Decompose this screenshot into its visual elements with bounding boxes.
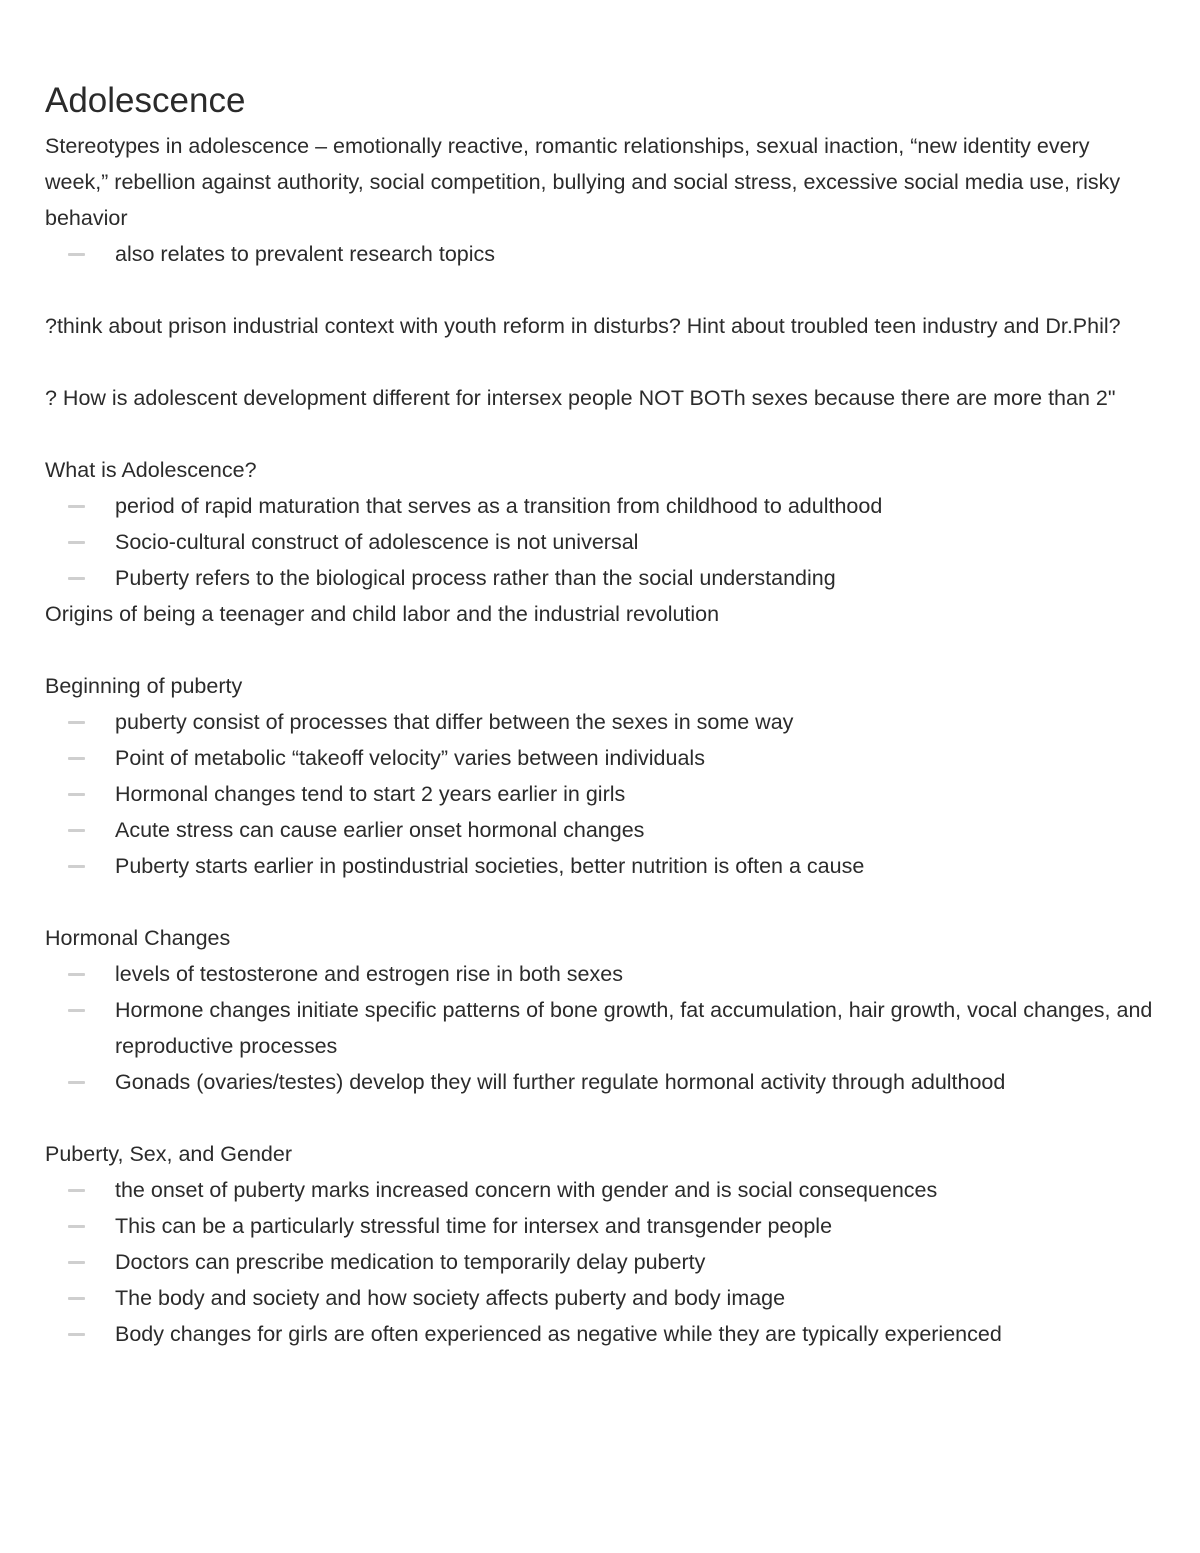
list-item-text: Body changes for girls are often experienced as negative while they are typically experienced (115, 1322, 1002, 1346)
question-paragraph: ? How is adolescent development different for intersex people NOT BOTh sexes because there are more than 2" (45, 386, 1116, 410)
list-item-text: Puberty refers to the biological process rather than the social understanding (115, 566, 836, 590)
dash-bullet-icon (68, 1261, 85, 1264)
dash-bullet-icon (68, 541, 85, 544)
page-title: Adolescence (45, 81, 246, 120)
dash-bullet-icon (68, 1225, 85, 1228)
spacer (45, 344, 1155, 380)
dash-bullet-icon (68, 1009, 85, 1012)
section-heading-what-is: What is Adolescence? (45, 458, 257, 482)
list-item (45, 560, 1155, 596)
list-item-text: levels of testosterone and estrogen rise in both sexes (115, 962, 623, 986)
list-item (45, 1316, 1155, 1352)
list-item-text: Acute stress can cause earlier onset hormonal changes (115, 818, 645, 842)
list-item (45, 848, 1155, 884)
puberty-sex-gender-bullets (45, 1172, 1155, 1352)
dash-bullet-icon (68, 721, 85, 724)
intro-bullets (45, 236, 1155, 272)
section-heading-beginning: Beginning of puberty (45, 674, 243, 698)
section-heading-puberty-sex-gender: Puberty, Sex, and Gender (45, 1142, 292, 1166)
list-item (45, 740, 1155, 776)
dash-bullet-icon (68, 1297, 85, 1300)
list-item-text: This can be a particularly stressful time for intersex and transgender people (115, 1214, 833, 1238)
list-item-text: The body and society and how society affects puberty and body image (115, 1286, 786, 1310)
list-item (45, 1280, 1155, 1316)
dash-bullet-icon (68, 757, 85, 760)
dash-bullet-icon (68, 1333, 85, 1336)
dash-bullet-icon (68, 505, 85, 508)
list-item-text: period of rapid maturation that serves as a transition from childhood to adulthood (115, 494, 883, 518)
list-item (45, 1172, 1155, 1208)
dash-bullet-icon (68, 973, 85, 976)
dash-bullet-icon (68, 577, 85, 580)
list-item (45, 992, 1155, 1064)
list-item (45, 704, 1155, 740)
list-item (45, 1244, 1155, 1280)
dash-bullet-icon (68, 253, 85, 256)
spacer (45, 272, 1155, 308)
list-item-text: Doctors can prescribe medication to temporarily delay puberty (115, 1250, 706, 1274)
list-item-text: Hormone changes initiate specific patterns of bone growth, fat accumulation, hair growth, vocal changes, and reproductive processes (115, 998, 1153, 1058)
dash-bullet-icon (68, 865, 85, 868)
list-item-text: puberty consist of processes that differ between the sexes in some way (115, 710, 794, 734)
question-paragraph: ?think about prison industrial context with youth reform in disturbs? Hint about troubled teen industry and Dr.Phil? (45, 314, 1121, 338)
spacer (45, 416, 1155, 452)
list-item (45, 1064, 1155, 1100)
list-item-text: Socio-cultural construct of adolescence is not universal (115, 530, 639, 554)
list-item-text: Hormonal changes tend to start 2 years earlier in girls (115, 782, 626, 806)
document-page (45, 78, 1155, 1352)
intro-paragraph: Stereotypes in adolescence – emotionally reactive, romantic relationships, sexual inaction, “new identity every week,” rebellion against authority, social competition, bullying and social stress, excessive social media use, risky behavior (45, 134, 1121, 230)
section-heading-hormonal: Hormonal Changes (45, 926, 231, 950)
list-item (45, 1208, 1155, 1244)
list-item-text: Gonads (ovaries/testes) develop they will further regulate hormonal activity through adulthood (115, 1070, 1006, 1094)
dash-bullet-icon (68, 1081, 85, 1084)
dash-bullet-icon (68, 829, 85, 832)
hormonal-bullets (45, 956, 1155, 1100)
list-item-text: Puberty starts earlier in postindustrial societies, better nutrition is often a cause (115, 854, 865, 878)
origins-paragraph: Origins of being a teenager and child labor and the industrial revolution (45, 602, 720, 626)
dash-bullet-icon (68, 1189, 85, 1192)
list-item-text: the onset of puberty marks increased concern with gender and is social consequences (115, 1178, 938, 1202)
list-item (45, 524, 1155, 560)
spacer (45, 632, 1155, 668)
beginning-bullets (45, 704, 1155, 884)
spacer (45, 1100, 1155, 1136)
list-item (45, 488, 1155, 524)
list-item (45, 236, 1155, 272)
spacer (45, 884, 1155, 920)
list-item (45, 812, 1155, 848)
dash-bullet-icon (68, 793, 85, 796)
list-item (45, 776, 1155, 812)
list-item-text: Point of metabolic “takeoff velocity” varies between individuals (115, 746, 705, 770)
list-item-text: also relates to prevalent research topics (115, 242, 496, 266)
what-is-bullets (45, 488, 1155, 596)
list-item (45, 956, 1155, 992)
